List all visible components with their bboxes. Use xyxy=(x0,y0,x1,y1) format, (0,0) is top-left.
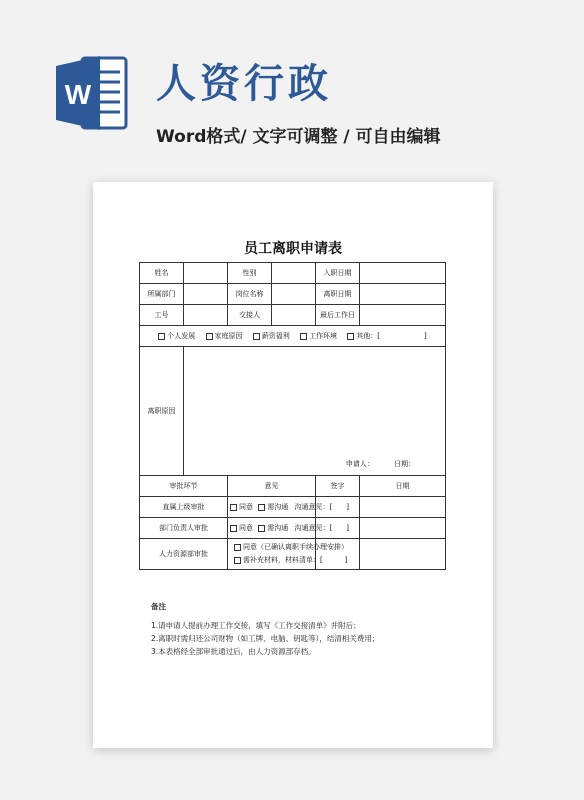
table-row xyxy=(140,263,446,284)
header-signature: 签字 xyxy=(316,476,360,497)
checkbox-icon[interactable] xyxy=(230,525,237,532)
reason-option-environment[interactable]: 工作环境 xyxy=(300,332,337,340)
note-item: 2.离职时需归还公司财物（如工牌、电脑、钥匙等），结清相关费用； xyxy=(151,634,380,643)
reason-option-other[interactable]: 其他：[ ] xyxy=(347,332,426,340)
label-gender: 性别 xyxy=(228,263,272,284)
notes-section xyxy=(151,600,379,658)
note-item: 1.请申请人提前办理工作交接，填写《工作交接清单》并附后； xyxy=(151,621,361,630)
word-logo-icon xyxy=(56,52,128,134)
approval-opinion-supervisor[interactable]: 同意 需沟通 沟通意见：[ ] xyxy=(228,497,316,518)
applicant-label: 申请人： xyxy=(345,460,374,468)
checkbox-icon xyxy=(158,333,165,340)
table-row xyxy=(140,326,446,347)
checkbox-icon xyxy=(253,333,260,340)
notes-heading: 备注 xyxy=(151,602,166,611)
checkbox-icon xyxy=(206,333,213,340)
checkbox-icon[interactable] xyxy=(234,557,241,564)
approval-date-supervisor[interactable] xyxy=(360,497,446,518)
table-row xyxy=(140,518,446,539)
approval-step-supervisor: 直属上级审批 xyxy=(140,497,228,518)
label-name: 姓名 xyxy=(140,263,184,284)
label-last-workday: 最后工作日 xyxy=(316,305,360,326)
checkbox-icon[interactable] xyxy=(230,504,237,511)
note-item: 3.本表格经全部审批通过后，由人力资源部存档。 xyxy=(151,647,316,656)
table-row xyxy=(140,305,446,326)
table-row xyxy=(140,497,446,518)
field-department[interactable] xyxy=(184,284,228,305)
label-position: 岗位名称 xyxy=(228,284,272,305)
label-hire-date: 入职日期 xyxy=(316,263,360,284)
field-handover-person[interactable] xyxy=(272,305,316,326)
table-row xyxy=(140,347,446,476)
field-leave-reason[interactable] xyxy=(184,347,446,476)
page-subtitle: Word格式/ 文字可调整 / 可自由编辑 xyxy=(156,127,441,147)
checkbox-icon[interactable] xyxy=(258,525,265,532)
field-last-workday[interactable] xyxy=(360,305,446,326)
table-row xyxy=(140,284,446,305)
header-opinion: 意见 xyxy=(228,476,316,497)
applicant-date-label: 日期： xyxy=(394,460,415,468)
label-employee-id: 工号 xyxy=(140,305,184,326)
checkbox-icon xyxy=(347,333,354,340)
field-leave-date[interactable] xyxy=(360,284,446,305)
approval-date-hr[interactable] xyxy=(360,539,446,570)
document-page xyxy=(93,182,493,748)
reason-option-career[interactable]: 个人发展 xyxy=(158,332,195,340)
label-leave-reason: 离职原因 xyxy=(140,347,184,476)
field-employee-id[interactable] xyxy=(184,305,228,326)
form-title: 员工离职申请表 xyxy=(244,241,342,257)
checkbox-icon[interactable] xyxy=(234,544,241,551)
approval-step-hr: 人力资源部审批 xyxy=(140,539,228,570)
resignation-form-table xyxy=(139,262,446,570)
checkbox-icon[interactable] xyxy=(258,504,265,511)
reason-option-salary[interactable]: 薪资福利 xyxy=(253,332,290,340)
label-department: 所属部门 xyxy=(140,284,184,305)
table-row xyxy=(140,476,446,497)
logo-letter: W xyxy=(64,79,92,110)
checkbox-icon xyxy=(300,333,307,340)
label-leave-date: 离职日期 xyxy=(316,284,360,305)
header-date: 日期 xyxy=(360,476,446,497)
approval-opinion-dept-head[interactable]: 同意 需沟通 沟通意见：[ ] xyxy=(228,518,316,539)
reason-options-cell xyxy=(140,326,446,347)
approval-step-dept-head: 部门负责人审批 xyxy=(140,518,228,539)
table-row xyxy=(140,539,446,570)
label-handover-person: 交接人 xyxy=(228,305,272,326)
field-position[interactable] xyxy=(272,284,316,305)
reason-option-family[interactable]: 家庭原因 xyxy=(206,332,243,340)
field-hire-date[interactable] xyxy=(360,263,446,284)
approval-opinion-hr[interactable]: 同意（已确认离职手续办理安排） 需补充材料，材料清单：[ ] xyxy=(228,539,316,570)
header-approval-step: 审批环节 xyxy=(140,476,228,497)
page-title: 人资行政 xyxy=(156,61,332,107)
approval-date-dept-head[interactable] xyxy=(360,518,446,539)
field-gender[interactable] xyxy=(272,263,316,284)
field-name[interactable] xyxy=(184,263,228,284)
